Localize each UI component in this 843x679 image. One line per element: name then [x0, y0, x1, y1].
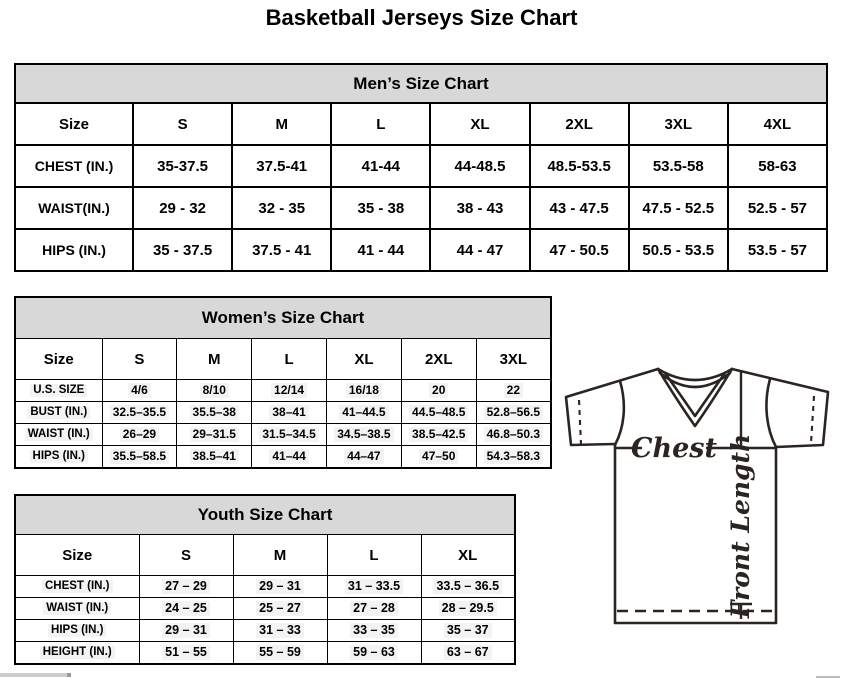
size-value-cell — [327, 576, 421, 598]
size-value: 38 - 43 — [456, 199, 504, 217]
size-value: 4/6 — [128, 383, 151, 397]
row-label-text: CHEST (IN.) — [34, 158, 114, 174]
mens-size-table — [14, 63, 828, 272]
size-value-cell — [252, 380, 327, 402]
row-label — [15, 187, 133, 229]
size-value: 46.8–50.3 — [484, 427, 543, 441]
size-value-cell — [139, 576, 233, 598]
table-title: Youth Size Chart — [15, 495, 515, 535]
size-value: 16/18 — [346, 383, 382, 397]
table-row — [15, 446, 551, 469]
size-value-cell — [401, 424, 476, 446]
size-value: 35 - 37.5 — [152, 241, 213, 259]
size-value-cell — [177, 402, 252, 424]
row-label — [15, 446, 102, 469]
row-label-text: WAIST (IN.) — [43, 602, 111, 616]
size-value-cell — [476, 402, 551, 424]
size-value: 38–41 — [269, 405, 308, 419]
jersey-right-armhole — [766, 379, 776, 447]
table-row — [15, 402, 551, 424]
size-value: 32.5–35.5 — [110, 405, 169, 419]
size-value-cell — [327, 642, 421, 665]
size-value-cell — [252, 446, 327, 469]
row-label-text: WAIST (IN.) — [25, 428, 93, 442]
row-label — [15, 576, 139, 598]
size-value-cell — [139, 620, 233, 642]
size-column-header: Size — [15, 103, 133, 145]
size-value: 58-63 — [758, 157, 797, 175]
column-header: XL — [326, 339, 401, 380]
size-value-cell — [177, 446, 252, 469]
size-value: 53.5 - 57 — [747, 241, 808, 259]
size-value: 29 - 32 — [159, 199, 206, 217]
size-value-cell — [177, 380, 252, 402]
size-value: 41 - 44 — [357, 241, 405, 259]
row-label — [15, 145, 133, 187]
row-label — [15, 598, 139, 620]
size-value-cell — [326, 380, 401, 402]
size-value-cell — [331, 187, 430, 229]
column-header: L — [331, 103, 430, 145]
column-header: S — [139, 535, 233, 576]
size-value: 51 – 55 — [162, 645, 210, 660]
size-value: 47 - 50.5 — [549, 241, 609, 259]
table-title: Women’s Size Chart — [15, 297, 551, 339]
size-value: 52.8–56.5 — [484, 405, 543, 419]
column-header: S — [102, 339, 177, 380]
size-value: 44 - 47 — [456, 241, 504, 259]
size-value: 29 – 31 — [162, 623, 210, 638]
table-row — [15, 576, 515, 598]
table-title: Men’s Size Chart — [15, 64, 827, 103]
row-label-text: HEIGHT (IN.) — [40, 646, 115, 660]
size-value: 31 – 33.5 — [345, 579, 403, 594]
size-value: 35 - 38 — [357, 199, 405, 217]
jersey-outline-illustration — [558, 360, 843, 632]
table-row — [15, 380, 551, 402]
size-value-cell — [728, 229, 827, 271]
size-value-cell — [102, 402, 177, 424]
size-value: 44-48.5 — [454, 157, 506, 175]
size-value: 59 – 63 — [350, 645, 398, 660]
size-value: 35.5–38 — [190, 405, 239, 419]
size-value: 38.5–41 — [190, 449, 239, 463]
size-value-cell — [421, 598, 515, 620]
size-value-cell — [139, 642, 233, 665]
size-value-cell — [233, 576, 327, 598]
size-value: 38.5–42.5 — [409, 427, 468, 441]
size-value-cell — [401, 402, 476, 424]
size-value: 50.5 - 53.5 — [642, 241, 715, 259]
size-value: 35.5–58.5 — [110, 449, 169, 463]
size-value: 44–47 — [344, 449, 383, 463]
table-row — [15, 620, 515, 642]
size-value-cell — [430, 229, 529, 271]
size-value-cell — [629, 145, 728, 187]
row-label — [15, 620, 139, 642]
jersey-left-armhole — [615, 381, 624, 445]
size-value-cell — [629, 229, 728, 271]
row-label — [15, 424, 102, 446]
size-value: 32 - 35 — [258, 199, 306, 217]
size-column-header: Size — [15, 339, 102, 380]
size-value: 54.3–58.3 — [484, 449, 543, 463]
size-value: 35 – 37 — [444, 623, 492, 638]
size-value-cell — [530, 229, 629, 271]
size-value-cell — [476, 380, 551, 402]
column-header: XL — [430, 103, 529, 145]
size-value: 20 — [429, 383, 448, 397]
size-value-cell — [530, 187, 629, 229]
row-label — [15, 380, 102, 402]
youth-size-table — [14, 494, 516, 665]
size-value-cell — [252, 402, 327, 424]
scrollbar-thumb-end — [67, 673, 71, 677]
size-value-cell — [233, 598, 327, 620]
size-value-cell — [327, 598, 421, 620]
table-row — [15, 598, 515, 620]
column-header: 4XL — [728, 103, 827, 145]
size-value: 12/14 — [271, 383, 307, 397]
size-value-cell — [139, 598, 233, 620]
size-value-cell — [401, 446, 476, 469]
row-label-text: BUST (IN.) — [27, 406, 90, 420]
size-value: 37.5 - 41 — [252, 241, 312, 259]
column-header: 3XL — [629, 103, 728, 145]
size-value-cell — [326, 424, 401, 446]
row-label-text: HIPS (IN.) — [42, 242, 106, 258]
size-value: 43 - 47.5 — [549, 199, 609, 217]
size-column-header: Size — [15, 535, 139, 576]
column-header: M — [177, 339, 252, 380]
table-row — [15, 187, 827, 229]
size-value-cell — [430, 187, 529, 229]
row-label-text: CHEST (IN.) — [42, 580, 113, 594]
size-value: 52.5 - 57 — [747, 199, 808, 217]
row-label-text: U.S. SIZE — [30, 384, 87, 398]
size-value: 47.5 - 52.5 — [642, 199, 715, 217]
size-value: 35-37.5 — [157, 157, 208, 175]
row-label-text: HIPS (IN.) — [30, 450, 88, 464]
size-value: 22 — [504, 383, 523, 397]
size-value-cell — [102, 380, 177, 402]
size-value-cell — [530, 145, 629, 187]
column-header: 2XL — [401, 339, 476, 380]
size-value: 47–50 — [419, 449, 458, 463]
table-row — [15, 642, 515, 665]
size-value-cell — [133, 145, 232, 187]
size-value-cell — [629, 187, 728, 229]
size-value-cell — [177, 424, 252, 446]
table-row — [15, 229, 827, 271]
column-header: S — [133, 103, 232, 145]
chest-label: Chest — [631, 433, 717, 464]
size-value: 34.5–38.5 — [334, 427, 393, 441]
size-value-cell — [232, 229, 331, 271]
row-label — [15, 229, 133, 271]
column-header: XL — [421, 535, 515, 576]
size-value: 24 – 25 — [162, 601, 210, 616]
scrollbar-fragment-right — [816, 676, 840, 678]
table-row — [15, 145, 827, 187]
size-value-cell — [326, 402, 401, 424]
row-label-text: WAIST(IN.) — [38, 200, 110, 216]
size-value-cell — [331, 145, 430, 187]
column-header: L — [252, 339, 327, 380]
jersey-left-cuff-stitch — [579, 400, 581, 444]
size-value: 41–44 — [269, 449, 308, 463]
size-value: 41-44 — [361, 157, 401, 175]
row-label — [15, 642, 139, 665]
size-value: 63 – 67 — [444, 645, 492, 660]
size-value: 48.5-53.5 — [547, 157, 611, 175]
size-value: 44.5–48.5 — [409, 405, 468, 419]
size-value-cell — [430, 145, 529, 187]
size-value-cell — [421, 576, 515, 598]
size-value-cell — [476, 446, 551, 469]
column-header: L — [327, 535, 421, 576]
column-header: M — [232, 103, 331, 145]
size-value: 37.5-41 — [256, 157, 308, 175]
table-row — [15, 424, 551, 446]
horizontal-scrollbar-fragment[interactable] — [0, 673, 71, 677]
size-value-cell — [326, 446, 401, 469]
size-value-cell — [421, 642, 515, 665]
size-value-cell — [331, 229, 430, 271]
size-value-cell — [232, 187, 331, 229]
size-value: 29 – 31 — [256, 579, 304, 594]
size-value-cell — [102, 424, 177, 446]
size-value: 27 – 29 — [162, 579, 210, 594]
size-value-cell — [401, 380, 476, 402]
row-label-text: HIPS (IN.) — [48, 624, 106, 638]
size-value: 53.5-58 — [652, 157, 704, 175]
size-value-cell — [102, 446, 177, 469]
column-header: 3XL — [476, 339, 551, 380]
size-value: 33.5 – 36.5 — [433, 579, 502, 594]
column-header: 2XL — [530, 103, 629, 145]
size-value-cell — [421, 620, 515, 642]
size-value-cell — [728, 187, 827, 229]
size-value-cell — [133, 187, 232, 229]
size-value-cell — [252, 424, 327, 446]
size-value-cell — [233, 620, 327, 642]
size-value: 31.5–34.5 — [259, 427, 318, 441]
size-value: 29–31.5 — [190, 427, 239, 441]
jersey-measurement-diagram — [558, 360, 843, 632]
size-value-cell — [327, 620, 421, 642]
size-value: 26–29 — [120, 427, 159, 441]
size-value: 28 – 29.5 — [439, 601, 497, 616]
size-value: 41–44.5 — [339, 405, 388, 419]
page-title: Basketball Jerseys Size Chart — [265, 5, 578, 30]
size-value-cell — [233, 642, 327, 665]
size-value: 8/10 — [200, 383, 229, 397]
jersey-right-cuff-stitch — [811, 396, 814, 443]
size-value: 25 – 27 — [256, 601, 304, 616]
size-value-cell — [232, 145, 331, 187]
size-value: 55 – 59 — [256, 645, 304, 660]
front-length-label: Front Length — [726, 433, 755, 619]
column-header: M — [233, 535, 327, 576]
size-value-cell — [728, 145, 827, 187]
womens-size-table — [14, 296, 552, 469]
row-label — [15, 402, 102, 424]
size-value: 31 – 33 — [256, 623, 304, 638]
size-value-cell — [476, 424, 551, 446]
size-value: 27 – 28 — [350, 601, 398, 616]
size-value-cell — [133, 229, 232, 271]
size-value: 33 – 35 — [350, 623, 398, 638]
